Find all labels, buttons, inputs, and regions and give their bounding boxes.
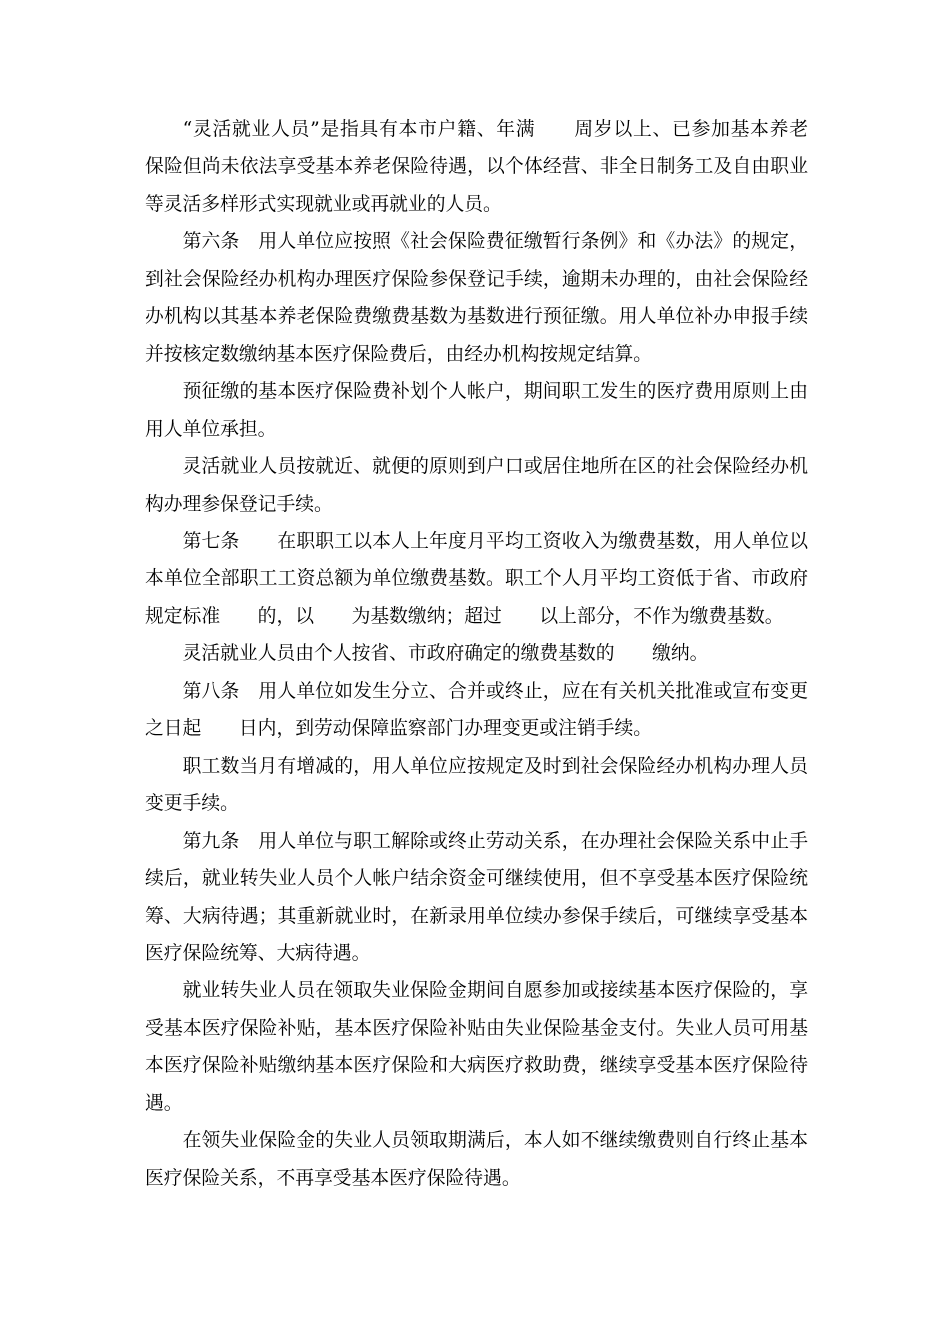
text-line: 受基本医疗保险补贴，基本医疗保险补贴由失业保险基金支付。失业人员可用基 [145, 1017, 808, 1039]
text-line: 本医疗保险补贴缴纳基本医疗保险和大病医疗救助费，继续享受基本医疗保险待 [145, 1055, 808, 1077]
article-6-paragraph [145, 223, 808, 373]
pre-collection-paragraph [145, 373, 808, 448]
staff-change-paragraph [145, 748, 808, 823]
text-line: 本单位全部职工工资总额为单位缴费基数。职工个人月平均工资低于省、市政府 [145, 568, 808, 590]
text-line: 灵活就业人员按就近、就便的原则到户口或居住地所在区的社会保险经办机 [182, 456, 808, 478]
text-line: 第九条 用人单位与职工解除或终止劳动关系，在办理社会保险关系中止手 [182, 830, 808, 852]
article-8-paragraph [145, 673, 808, 748]
article-7-paragraph [145, 523, 808, 635]
document-page [145, 111, 808, 1197]
text-line: 续后，就业转失业人员个人帐户结余资金可继续使用，但不享受基本医疗保险统 [145, 868, 808, 890]
text-line: 医疗保险统筹、大病待遇。 [145, 942, 371, 964]
flexible-employment-contribution-paragraph [145, 635, 808, 672]
text-line: 之日起 日内，到劳动保障监察部门办理变更或注销手续。 [145, 718, 653, 740]
text-line: 规定标准 的，以 为基数缴纳；超过 以上部分，不作为缴费基数。 [145, 605, 784, 627]
text-line: 办机构以其基本养老保险费缴费基数为基数进行预征缴。用人单位补办申报手续 [145, 306, 808, 328]
text-line: 构办理参保登记手续。 [145, 493, 333, 515]
text-line: 第七条 在职职工以本人上年度月平均工资收入为缴费基数，用人单位以 [182, 530, 808, 552]
text-line: 到社会保险经办机构办理医疗保险参保登记手续，逾期未办理的，由社会保险经 [145, 268, 808, 290]
text-line: 第八条 用人单位如发生分立、合并或终止，应在有关机关批准或宣布变更 [182, 680, 808, 702]
text-line: 并按核定数缴纳基本医疗保险费后，由经办机构按规定结算。 [145, 343, 653, 365]
text-line: 第六条 用人单位应按照《社会保险费征缴暂行条例》和《办法》的规定， [182, 231, 808, 253]
text-line: “灵活就业人员”是指具有本市户籍、年满 周岁以上、已参加基本养老 [182, 119, 808, 140]
text-line: 变更手续。 [145, 793, 239, 815]
article-9-paragraph [145, 823, 808, 973]
flexible-employment-registration-paragraph [145, 448, 808, 523]
unemployment-benefit-expiry-paragraph [145, 1122, 808, 1197]
text-line: 保险但尚未依法享受基本养老保险待遇，以个体经营、非全日制务工及自由职业 [145, 156, 808, 178]
text-line: 在领失业保险金的失业人员领取期满后，本人如不继续缴费则自行终止基本 [182, 1130, 808, 1152]
text-line: 灵活就业人员由个人按省、市政府确定的缴费基数的 缴纳。 [182, 643, 709, 665]
paragraph-flexible-employment-definition [145, 111, 808, 223]
text-line: 职工数当月有增减的，用人单位应按规定及时到社会保险经办机构办理人员 [182, 755, 808, 777]
text-line: 预征缴的基本医疗保险费补划个人帐户，期间职工发生的医疗费用原则上由 [182, 381, 808, 403]
text-line: 医疗保险关系，不再享受基本医疗保险待遇。 [145, 1167, 521, 1189]
unemployment-insurance-subsidy-paragraph [145, 972, 808, 1122]
text-line: 用人单位承担。 [145, 418, 277, 440]
text-line: 遇。 [145, 1092, 183, 1114]
text-line: 等灵活多样形式实现就业或再就业的人员。 [145, 193, 502, 215]
text-line: 就业转失业人员在领取失业保险金期间自愿参加或接续基本医疗保险的，享 [182, 980, 808, 1002]
text-line: 筹、大病待遇；其重新就业时，在新录用单位续办参保手续后，可继续享受基本 [145, 905, 808, 927]
